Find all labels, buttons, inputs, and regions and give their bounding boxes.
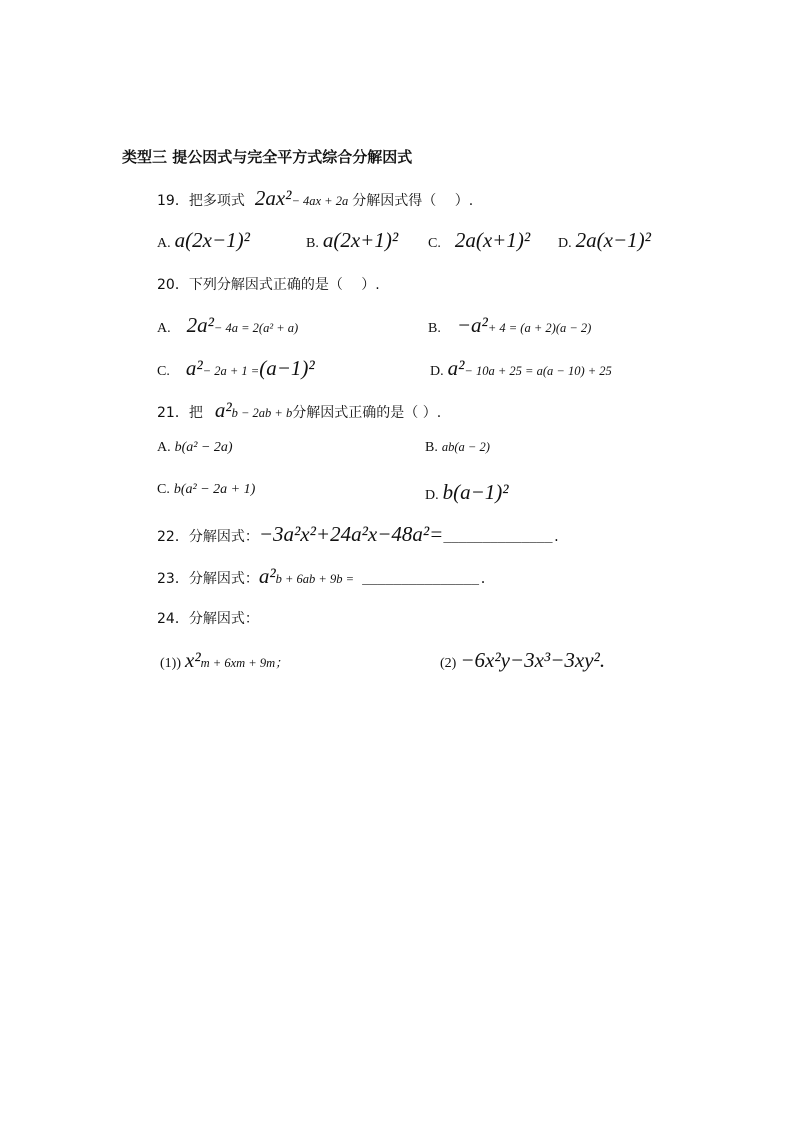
option-label: D. xyxy=(558,236,572,251)
option-label: B. xyxy=(306,236,319,251)
option-expr: a(2x+1)² xyxy=(322,228,399,252)
option-expr: a(2x−1)² xyxy=(174,228,250,252)
part-label: (1)) xyxy=(160,656,181,671)
q19-stem-suffix: 分解因式得（ ）. xyxy=(352,193,474,209)
option-label: A. xyxy=(157,321,171,336)
option-expr-tail: (a−1)² xyxy=(259,356,315,380)
option-label: C. xyxy=(428,236,441,251)
q19-option-b xyxy=(306,228,398,253)
option-expr-big: a² xyxy=(447,356,465,380)
q24-part-2 xyxy=(440,648,605,673)
part-expr: −6x²y−3x³−3xy². xyxy=(460,648,606,672)
question-24: 24．分解因式： xyxy=(157,611,259,627)
q20-option-c xyxy=(157,356,315,381)
option-expr-big: 2a² xyxy=(186,313,214,337)
q21-stem-suffix: 分解因式正确的是（ ）. xyxy=(292,405,442,421)
q20-option-b xyxy=(428,313,591,338)
option-expr-big: −a² xyxy=(456,313,488,337)
option-expr-big: a² xyxy=(185,356,203,380)
question-20: 20．下列分解因式正确的是（ ）. xyxy=(157,277,380,293)
q23-expr-small: b + 6ab + 9b = xyxy=(275,572,355,586)
q21-option-b xyxy=(425,440,490,456)
option-label: D. xyxy=(430,364,444,379)
question-22 xyxy=(157,522,560,547)
option-expr: b(a² − 2a + 1) xyxy=(173,482,256,497)
option-expr: 2a(x−1)² xyxy=(575,228,651,252)
q24-part-1 xyxy=(160,648,288,673)
q21-expr-big: a² xyxy=(214,398,232,422)
q21-option-d xyxy=(425,480,509,505)
question-21 xyxy=(157,398,441,423)
option-label: B. xyxy=(428,321,441,336)
option-expr-small: − 10a + 25 = a(a − 10) + 25 xyxy=(464,364,612,378)
question-19 xyxy=(157,186,473,211)
q19-stem-prefix: 19．把多项式 xyxy=(157,193,245,209)
option-label: C. xyxy=(157,364,170,379)
section-title: 类型三 提公因式与完全平方式综合分解因式 xyxy=(122,148,413,166)
q19-expr-big: 2ax² xyxy=(254,186,292,210)
q22-answer-blank[interactable]: ______________. xyxy=(443,530,561,545)
q20-option-d xyxy=(430,356,612,381)
option-expr: b(a−1)² xyxy=(442,480,509,504)
part-expr-big: x² xyxy=(185,648,201,672)
option-expr: 2a(x+1)² xyxy=(454,228,531,252)
option-expr-small: − 4a = 2(a² + a) xyxy=(213,321,299,335)
option-label: A. xyxy=(157,236,171,251)
option-expr-small: − 2a + 1 = xyxy=(202,364,260,378)
question-23 xyxy=(157,564,487,589)
q21-option-c xyxy=(157,482,255,498)
q21-stem-prefix: 21．把 xyxy=(157,405,203,421)
option-label: B. xyxy=(425,440,438,455)
option-label: C. xyxy=(157,482,170,497)
q20-option-a xyxy=(157,313,298,338)
q21-expr-small: b − 2ab + b xyxy=(231,406,293,420)
q21-option-a xyxy=(157,440,233,456)
q19-option-a xyxy=(157,228,250,253)
option-label: D. xyxy=(425,488,439,503)
q22-stem: 22．分解因式： xyxy=(157,529,259,545)
option-expr-small: + 4 = (a + 2)(a − 2) xyxy=(487,321,592,335)
q19-option-d xyxy=(558,228,651,253)
q23-stem: 23．分解因式： xyxy=(157,571,259,587)
option-label: A. xyxy=(157,440,171,455)
q23-expr-big: a² xyxy=(258,564,276,588)
q22-expr: −3a²x²+24a²x−48a²= xyxy=(258,522,444,546)
part-label: (2) xyxy=(440,656,457,671)
option-expr: b(a² − 2a) xyxy=(174,440,233,455)
part-expr-small: m + 6xm + 9m； xyxy=(200,656,288,670)
q23-answer-blank[interactable]: _______________. xyxy=(362,572,487,587)
q19-expr-small: − 4ax + 2a xyxy=(291,194,349,208)
option-expr: ab(a − 2) xyxy=(441,440,490,454)
q19-option-c xyxy=(428,228,530,253)
